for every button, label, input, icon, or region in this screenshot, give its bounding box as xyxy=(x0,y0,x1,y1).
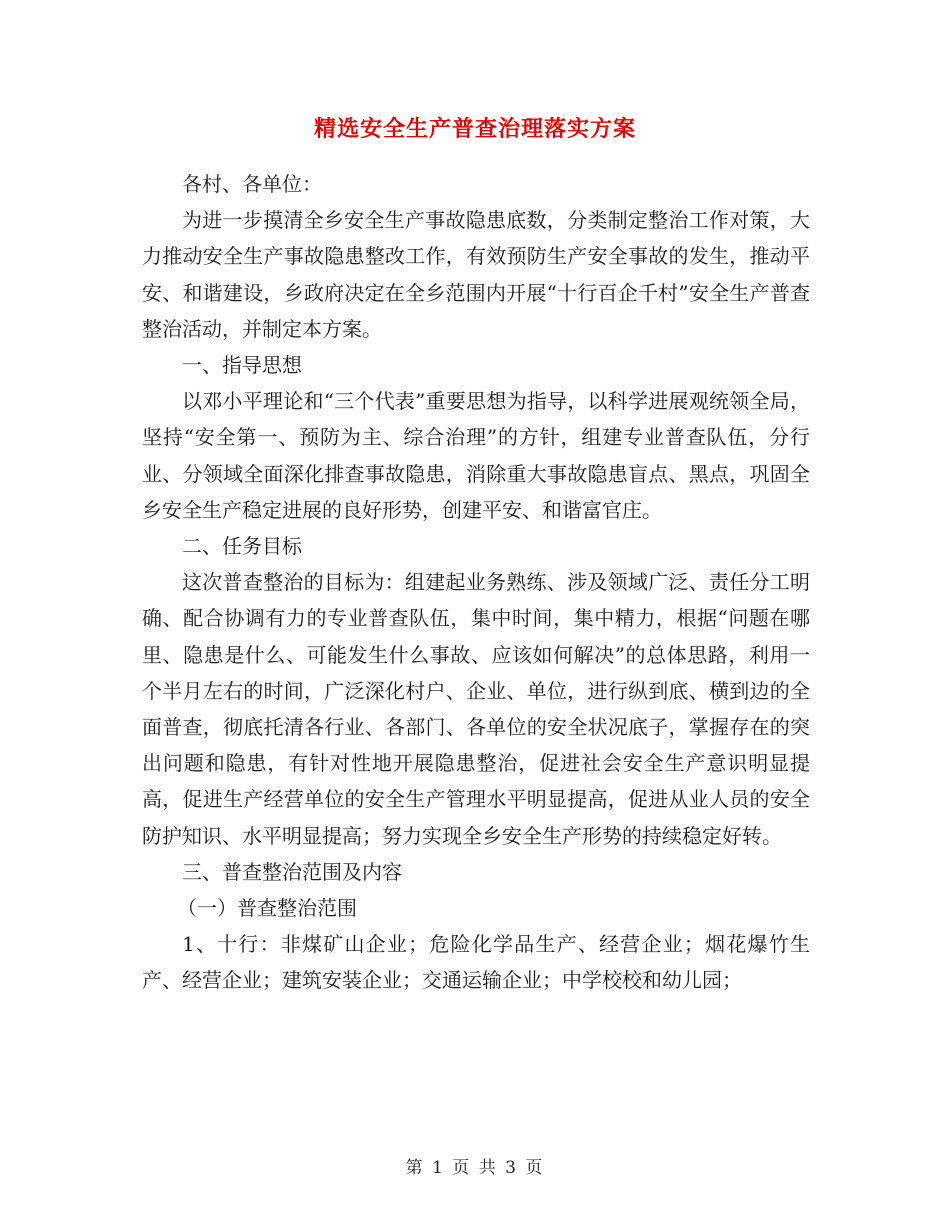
intro-paragraph: 为进一步摸清全乡安全生产事故隐患底数，分类制定整治工作对策，大力推动安全生产事故隐患整改工作，有效预防生产安全事故的发生，推动平安、和谐建设，乡政府决定在全乡范围内开展“十行百企千村”安全生产普查整治活动，并制定本方案。 xyxy=(142,208,810,341)
page-number-footer: 第 1 页 共 3 页 xyxy=(405,1158,545,1178)
scope-item-ten-industries: 1、十行：非煤矿山企业；危险化学品生产、经营企业；烟花爆竹生产、经营企业；建筑安装企业；交通运输企业；中学校校和幼儿园； xyxy=(142,932,810,993)
guiding-ideology-paragraph: 以邓小平理论和“三个代表”重要思想为指导，以科学进展观统领全局，坚持“安全第一、预防为主、综合治理”的方针，组建专业普查队伍，分行业、分领域全面深化排查事故隐患，消除重大事故隐患盲点、黑点，巩固全乡安全生产稳定进展的良好形势，创建平安、和谐富官庄。 xyxy=(142,389,810,522)
salutation: 各村、各单位： xyxy=(182,172,322,196)
document-title: 精选安全生产普查治理落实方案 xyxy=(313,116,636,142)
document-body xyxy=(142,166,810,999)
task-goals-paragraph: 这次普查整治的目标为：组建起业务熟练、涉及领域广泛、责任分工明确、配合协调有力的专业普查队伍，集中时间，集中精力，根据“问题在哪里、隐患是什么、可能发生什么事故、应该如何解决”的总体思路，利用一个半月左右的时间，广泛深化村户、企业、单位，进行纵到底、横到边的全面普查，彻底托清各行业、各部门、各单位的安全状况底子，掌握存在的突出问题和隐患，有针对性地开展隐患整治，促进社会安全生产意识明显提高，促进生产经营单位的安全生产管理水平明显提高，促进从业人员的安全防护知识、水平明显提高；努力实现全乡安全生产形势的持续稳定好转。 xyxy=(142,570,810,848)
subsection-heading-scope: （一）普查整治范围 xyxy=(177,896,357,921)
section-heading-guiding-ideology: 一、指导思想 xyxy=(182,353,302,378)
section-heading-scope-content: 三、普查整治范围及内容 xyxy=(182,859,402,884)
section-heading-task-goals: 二、任务目标 xyxy=(182,534,302,559)
